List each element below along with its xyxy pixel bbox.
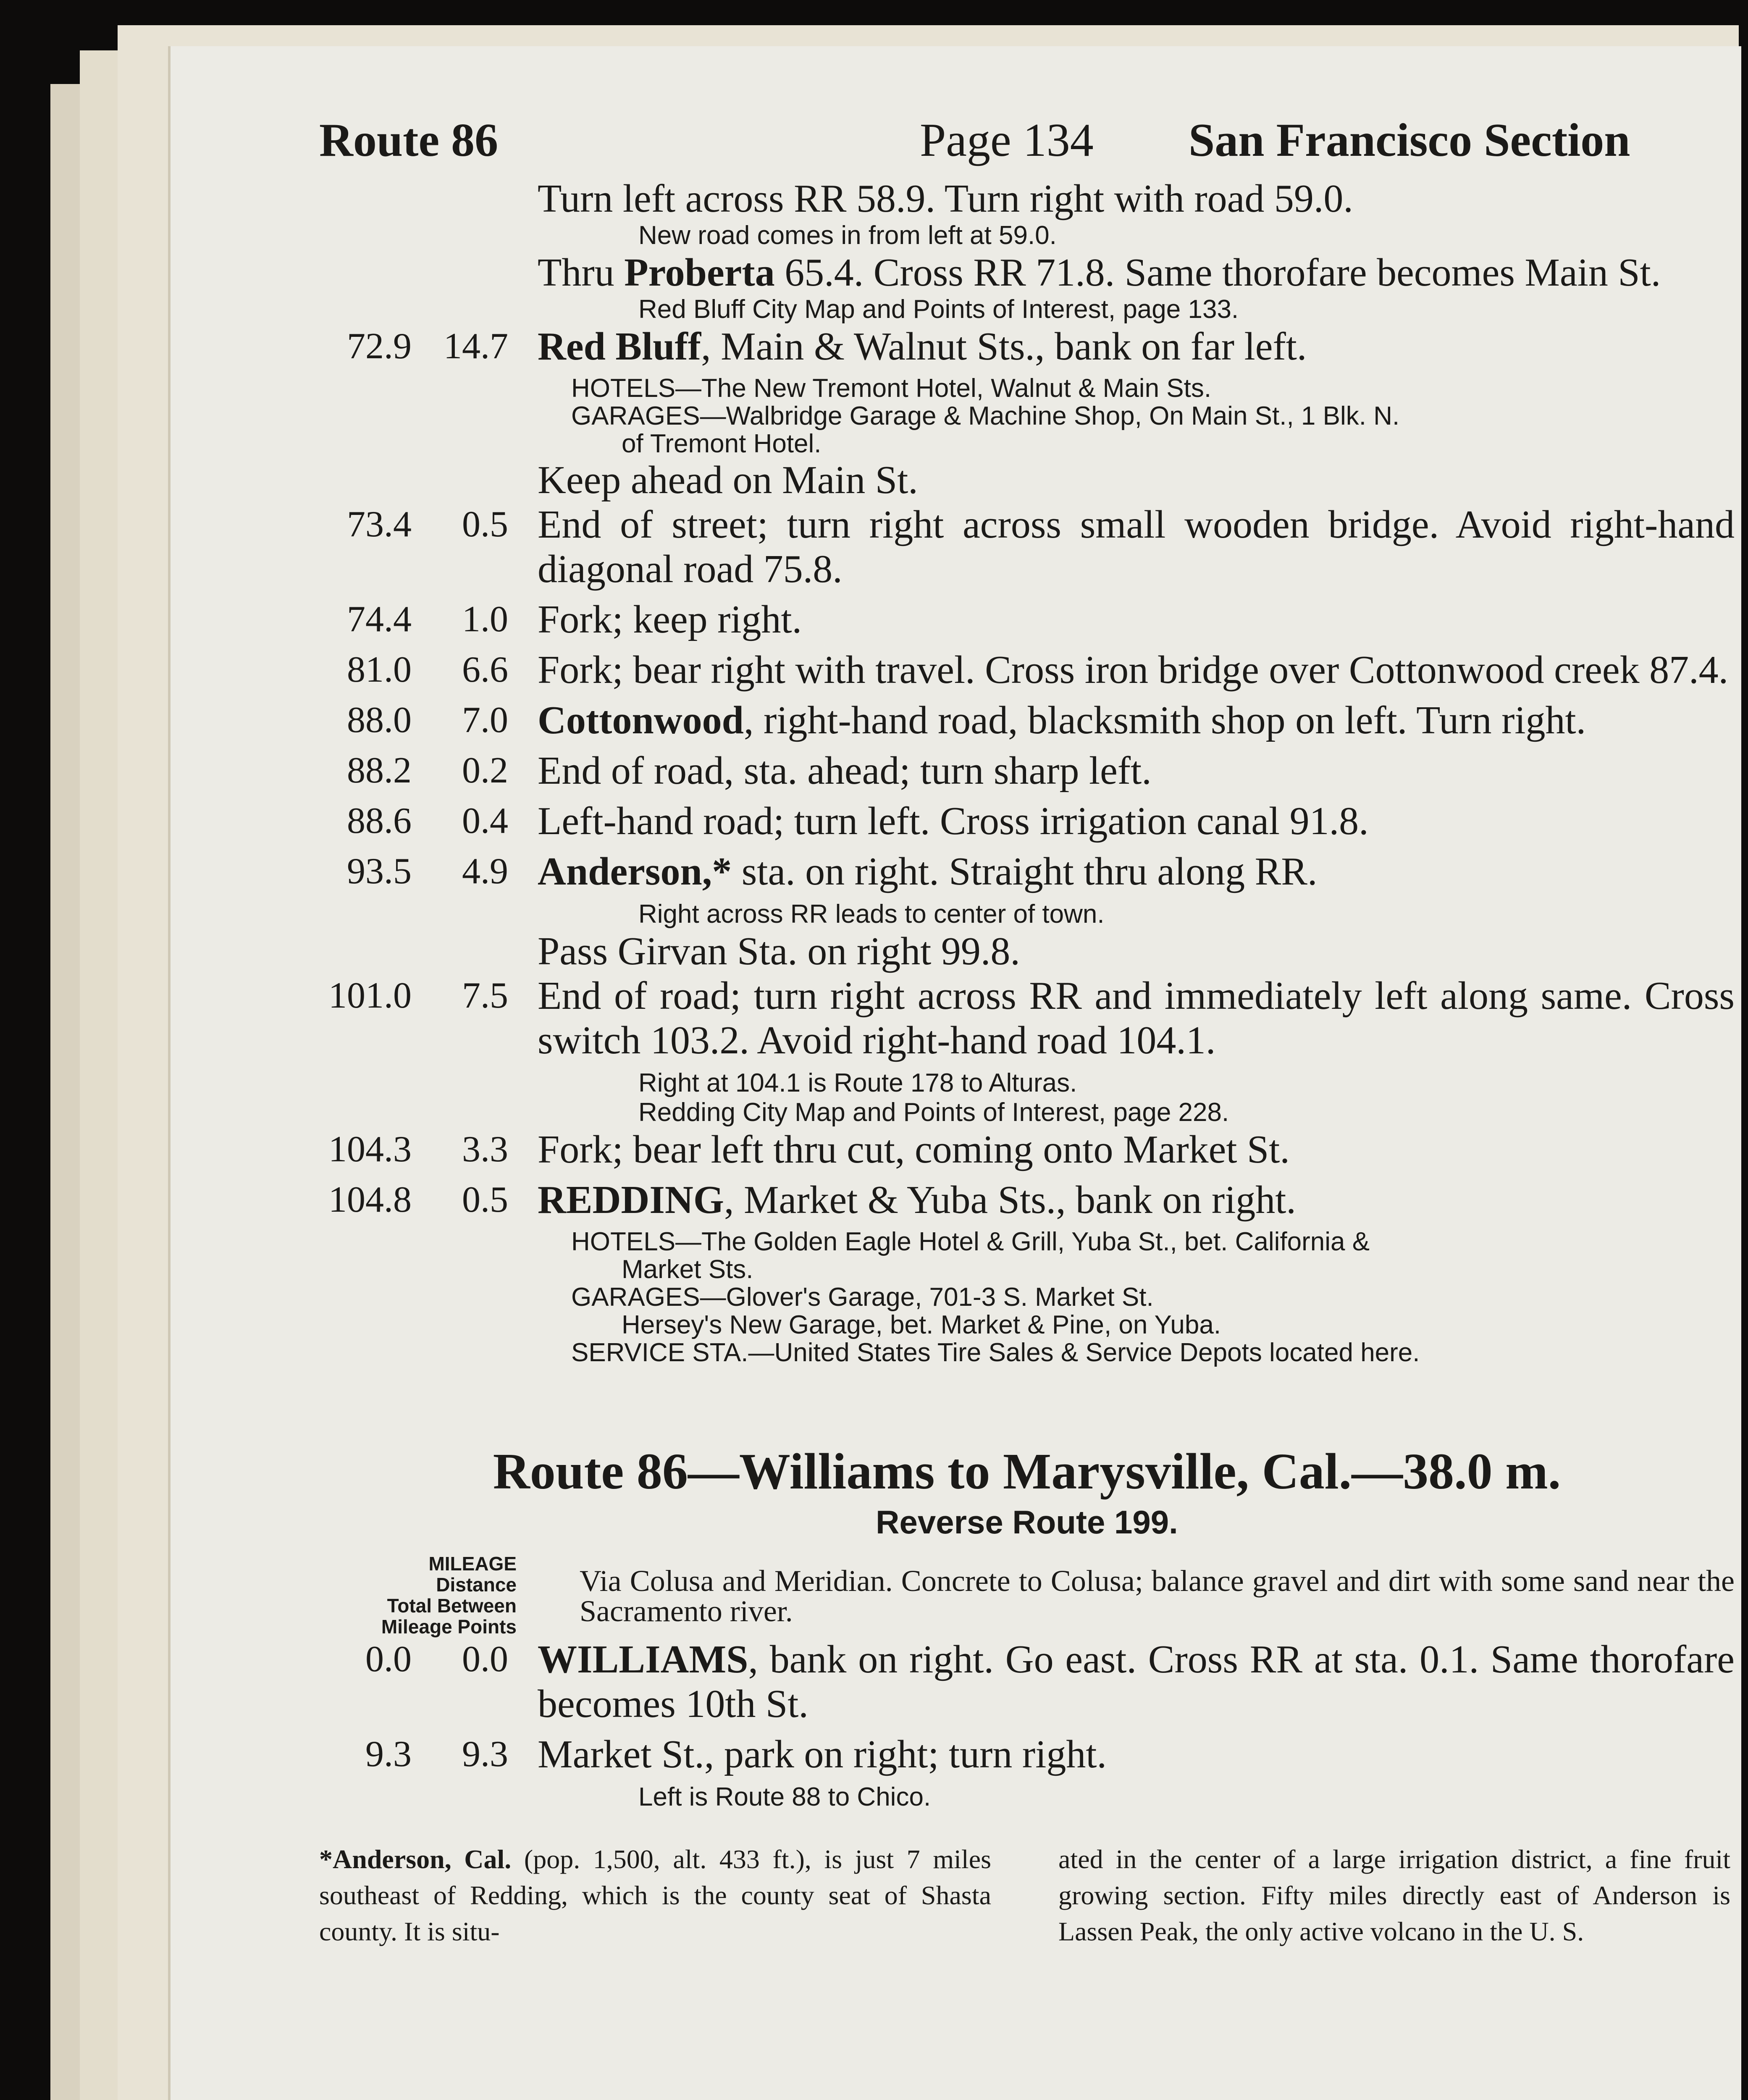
log-entry bbox=[319, 900, 1735, 929]
log-entry bbox=[319, 1127, 1735, 1172]
place-name: Cottonwood bbox=[538, 698, 744, 742]
log-entry bbox=[319, 1311, 1735, 1339]
log-entry bbox=[319, 698, 1735, 743]
direction-text bbox=[538, 502, 1735, 591]
service-listing: HOTELS—The Golden Eagle Hotel & Grill, Yuba St., bet. California & bbox=[571, 1227, 1370, 1256]
direction-fragment: 65.4. Cross RR 71.8. Same thorofare becomes Main St. bbox=[774, 251, 1661, 294]
log-entry bbox=[319, 502, 1735, 591]
distance-between: 3.3 bbox=[462, 1129, 508, 1170]
log-entry bbox=[319, 849, 1735, 894]
direction-text bbox=[538, 176, 1735, 221]
distance-between: 9.3 bbox=[462, 1734, 508, 1774]
route-note: New road comes in from left at 59.0. bbox=[638, 221, 1057, 250]
direction-fragment: Turn left across RR 58.9. Turn right with road 59.0. bbox=[538, 177, 1353, 220]
direction-fragment: Thru bbox=[538, 251, 625, 294]
route-via: Via Colusa and Meridian. Concrete to Colusa; balance gravel and dirt with some sand near the Sacramento river. bbox=[580, 1564, 1735, 1628]
route-note: Redding City Map and Points of Interest, page 228. bbox=[638, 1098, 1229, 1127]
place-name: WILLIAMS bbox=[538, 1638, 748, 1681]
direction-text bbox=[538, 1178, 1735, 1222]
footnote-right: ated in the center of a large irrigation district, a fine fruit growing section. Fifty miles directly east of Anderson is Lassen Peak, the only active volcano in the U. S. bbox=[1058, 1844, 1730, 1946]
route-note: Left is Route 88 to Chico. bbox=[638, 1782, 931, 1811]
log-entry bbox=[319, 1068, 1735, 1098]
log-entry bbox=[319, 597, 1735, 642]
log-entry bbox=[319, 648, 1735, 692]
place-name: Proberta bbox=[624, 251, 775, 294]
direction-text bbox=[538, 929, 1735, 974]
total-mileage: 0.0 bbox=[365, 1639, 412, 1680]
header-page: Page 134 bbox=[920, 114, 1094, 166]
direction-fragment: , right-hand road, blacksmith shop on left. Turn right. bbox=[743, 698, 1586, 742]
footnote-left bbox=[319, 1841, 991, 1950]
mileage-total-between: Total Between bbox=[387, 1595, 517, 1617]
log-entry bbox=[319, 799, 1735, 843]
log-entry bbox=[319, 176, 1735, 221]
direction-fragment: , Market & Yuba Sts., bank on right. bbox=[724, 1178, 1296, 1222]
direction-text bbox=[538, 597, 1735, 642]
log-entry bbox=[319, 1782, 1735, 1812]
total-mileage: 72.9 bbox=[347, 326, 412, 367]
distance-between: 14.7 bbox=[444, 326, 508, 367]
distance-between: 6.6 bbox=[462, 649, 508, 690]
distance-between: 7.5 bbox=[462, 975, 508, 1016]
mileage-distance: Distance bbox=[436, 1574, 517, 1596]
direction-text bbox=[538, 458, 1735, 502]
direction-fragment: End of street; turn right across small wooden bridge. Avoid right-hand diagonal road 75.8. bbox=[538, 503, 1735, 591]
direction-text bbox=[538, 748, 1735, 793]
route-log bbox=[319, 176, 1735, 1367]
direction-text bbox=[538, 1127, 1735, 1172]
total-mileage: 101.0 bbox=[328, 975, 412, 1016]
direction-fragment: Fork; bear right with travel. Cross iron bridge over Cottonwood creek 87.4. bbox=[538, 648, 1729, 692]
header-section: San Francisco Section bbox=[1189, 114, 1630, 166]
log-entry bbox=[319, 324, 1735, 369]
service-listing: HOTELS—The New Tremont Hotel, Walnut & Main Sts. bbox=[571, 374, 1212, 403]
log-entry bbox=[319, 221, 1735, 250]
log-entry bbox=[319, 250, 1735, 295]
direction-fragment: Market St., park on right; turn right. bbox=[538, 1732, 1107, 1776]
service-listing: GARAGES—Walbridge Garage & Machine Shop, On Main St., 1 Blk. N. bbox=[571, 402, 1400, 430]
service-listing-cont: Market Sts. bbox=[622, 1255, 753, 1284]
log-entry bbox=[319, 1732, 1735, 1777]
log-entry bbox=[319, 375, 1735, 402]
total-mileage: 93.5 bbox=[347, 851, 412, 892]
log-entry bbox=[319, 1228, 1735, 1256]
footnote bbox=[319, 1841, 1735, 2005]
mileage-points: Mileage Points bbox=[381, 1616, 517, 1638]
direction-text bbox=[538, 974, 1735, 1063]
total-mileage: 81.0 bbox=[347, 649, 412, 690]
total-mileage: 88.6 bbox=[347, 801, 412, 841]
total-mileage: 73.4 bbox=[347, 504, 412, 545]
direction-fragment: Keep ahead on Main St. bbox=[538, 458, 918, 502]
log-entry bbox=[319, 402, 1735, 430]
footnote-lead: *Anderson, Cal. bbox=[319, 1844, 512, 1874]
log-entry bbox=[319, 458, 1735, 502]
direction-text bbox=[538, 799, 1735, 843]
route-subtitle: Reverse Route 199. bbox=[876, 1504, 1178, 1541]
service-listing: GARAGES—Glover's Garage, 701-3 S. Market St. bbox=[571, 1283, 1154, 1312]
log-entry bbox=[319, 1284, 1735, 1311]
direction-text bbox=[538, 648, 1735, 692]
direction-fragment: sta. on right. Straight thru along RR. bbox=[732, 850, 1318, 893]
total-mileage: 9.3 bbox=[365, 1734, 412, 1774]
route-note: Right at 104.1 is Route 178 to Alturas. bbox=[638, 1068, 1077, 1097]
running-header bbox=[319, 113, 1735, 176]
mileage-legend-row bbox=[319, 1553, 1735, 1637]
place-name: Red Bluff bbox=[538, 325, 701, 368]
direction-fragment: , bank on right. Go east. Cross RR at sta. 0.1. Same thorofare becomes 10th St. bbox=[538, 1638, 1735, 1726]
total-mileage: 88.0 bbox=[347, 700, 412, 740]
route-note: Red Bluff City Map and Points of Interest, page 133. bbox=[638, 295, 1239, 324]
total-mileage: 104.8 bbox=[328, 1179, 412, 1220]
total-mileage: 74.4 bbox=[347, 599, 412, 640]
direction-fragment: Fork; keep right. bbox=[538, 598, 802, 641]
direction-fragment: Fork; bear left thru cut, coming onto Market St. bbox=[538, 1128, 1290, 1171]
log-entry bbox=[319, 929, 1735, 974]
service-listing-cont: of Tremont Hotel. bbox=[622, 429, 822, 458]
log-entry bbox=[319, 1178, 1735, 1222]
direction-text bbox=[538, 250, 1735, 295]
direction-text bbox=[538, 1637, 1735, 1726]
direction-text bbox=[538, 849, 1735, 894]
route-note: Right across RR leads to center of town. bbox=[638, 900, 1105, 929]
direction-fragment: Left-hand road; turn left. Cross irrigation canal 91.8. bbox=[538, 799, 1369, 843]
distance-between: 7.0 bbox=[462, 700, 508, 740]
direction-fragment: Pass Girvan Sta. on right 99.8. bbox=[538, 929, 1020, 973]
service-listing-cont: Hersey's New Garage, bet. Market & Pine, on Yuba. bbox=[622, 1310, 1221, 1339]
route2-log bbox=[319, 1637, 1735, 1812]
log-entry bbox=[319, 748, 1735, 793]
header-route: Route 86 bbox=[319, 114, 499, 166]
place-name: Anderson,* bbox=[538, 850, 732, 893]
service-listing: SERVICE STA.—United States Tire Sales & Service Depots located here. bbox=[571, 1338, 1420, 1367]
log-entry bbox=[319, 1256, 1735, 1284]
direction-fragment: , Main & Walnut Sts., bank on far left. bbox=[701, 325, 1307, 368]
mileage-head: MILEAGE bbox=[428, 1553, 517, 1575]
direction-fragment: End of road; turn right across RR and immediately left along same. Cross switch 103.2. Avoid right-hand road 104.1. bbox=[538, 974, 1735, 1062]
page-content bbox=[319, 113, 1735, 2005]
distance-between: 0.5 bbox=[462, 1179, 508, 1220]
distance-between: 4.9 bbox=[462, 851, 508, 892]
log-entry bbox=[319, 430, 1735, 458]
direction-text bbox=[538, 324, 1735, 369]
footnote-left-text: (pop. 1,500, alt. 433 ft.), is just 7 miles southeast of Redding, which is the county seat of Shasta county. It is situ- bbox=[319, 1844, 991, 1946]
place-name: REDDING bbox=[538, 1178, 724, 1222]
mileage-legend bbox=[319, 1553, 517, 1637]
distance-between: 0.0 bbox=[462, 1639, 508, 1680]
log-entry bbox=[319, 974, 1735, 1063]
total-mileage: 88.2 bbox=[347, 750, 412, 791]
distance-between: 1.0 bbox=[462, 599, 508, 640]
distance-between: 0.2 bbox=[462, 750, 508, 791]
route-title: Route 86—Williams to Marysville, Cal.—38.0 m. bbox=[493, 1443, 1561, 1500]
log-entry bbox=[319, 1637, 1735, 1726]
direction-text bbox=[538, 698, 1735, 743]
direction-text bbox=[538, 1732, 1735, 1777]
log-entry bbox=[319, 1098, 1735, 1127]
distance-between: 0.5 bbox=[462, 504, 508, 545]
total-mileage: 104.3 bbox=[328, 1129, 412, 1170]
distance-between: 0.4 bbox=[462, 801, 508, 841]
log-entry bbox=[319, 1339, 1735, 1367]
log-entry bbox=[319, 295, 1735, 324]
direction-fragment: End of road, sta. ahead; turn sharp left. bbox=[538, 749, 1152, 793]
